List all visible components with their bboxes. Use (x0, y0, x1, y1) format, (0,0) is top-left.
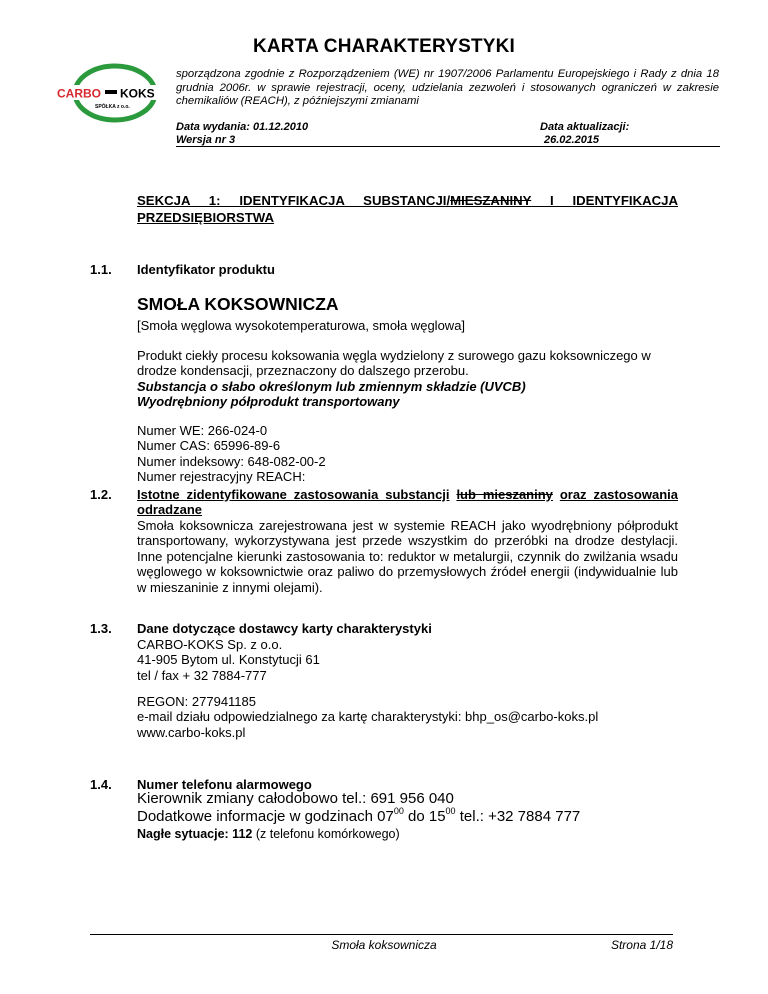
supplier-email: e-mail działu odpowiedzialnego za kartę charakterystyki: bhp_os@carbo-koks.pl (137, 709, 599, 725)
section-1-2-number: 1.2. (90, 487, 112, 502)
logo-word-right: KOKS (120, 86, 155, 101)
section-title-struck: MIESZANINY (450, 193, 532, 208)
footer-product-name: Smoła koksownicza (331, 938, 437, 952)
product-identifiers (137, 423, 678, 485)
info-sup-2: 00 (445, 806, 456, 816)
header-divider (176, 146, 720, 147)
emergency-number (137, 827, 400, 841)
product-name: SMOŁA KOKSOWNICZA (137, 294, 339, 314)
section-title-part1: SEKCJA 1: IDENTYFIKACJA SUBSTANCJI/ (137, 193, 451, 208)
version: Wersja nr 3 (176, 134, 236, 146)
section-title-part2: I IDENTYFIKACJA PRZEDSIĘBIORSTWA (137, 193, 678, 225)
supplier-phone: tel / fax + 32 7884-777 (137, 667, 267, 683)
document-title: KARTA CHARAKTERYSTYKI (252, 36, 516, 57)
reach-number: Numer rejestracyjny REACH: (137, 469, 306, 485)
info-suffix: tel.: +32 7884 777 (455, 808, 581, 825)
additional-info-phone (137, 808, 580, 825)
regulation-text: sporządzona zgodnie z Rozporządzeniem (WE) nr 1907/2006 Parlamentu Europejskiego i Rady z dnia 18 grudnia 2006r. w sprawie rejestracji, oceny, udzielania zezwoleń i stosowanych ograniczeń w zakresie chemikaliów (REACH), z późniejszymi zmianami (176, 68, 719, 108)
supplier-street: 41-905 Bytom ul. Konstytucji 61 (137, 652, 320, 668)
supplier-contact (137, 694, 678, 740)
section-1-4-heading: Numer telefonu alarmowego (137, 777, 312, 792)
intermediate-note: Wyodrębniony półprodukt transportowany (137, 394, 400, 410)
emergency-note: (z telefonu komórkowego) (252, 827, 400, 841)
supplier-company: CARBO-KOKS Sp. z o.o. (137, 637, 283, 652)
ec-number: Numer WE: 266-024-0 (137, 423, 268, 438)
update-info (540, 121, 629, 147)
section-1-4-number: 1.4. (90, 777, 112, 792)
logo-subtitle: SPÓŁKA z o.o. (95, 104, 130, 110)
section-1-2-heading (137, 487, 678, 518)
section-1-1-heading: Identyfikator produktu (137, 262, 275, 277)
s12-heading-struck: lub mieszaniny (456, 487, 553, 502)
footer-page-number: Strona 1/18 (610, 938, 673, 952)
footer-divider (90, 934, 673, 935)
section-1-2-body: Smoła koksownicza zarejestrowana jest w systemie REACH jako wyodrębniony półprodukt transportowany, wykorzystywana jest przede wszystkim do przeróbki na drodze destylacji. Inne potencjalne kierunki zastosowania to: reduktor w metalurgii, czynnik do zwilżania wsadu węglowego w koksownictwie oraz paliwo do przemysłowych źródeł energii (indywidualnie lub w mieszaninie z innymi olejami). (137, 518, 678, 595)
update-label: Data aktualizacji: (540, 121, 630, 133)
s12-heading-part1: Istotne zidentyfikowane zastosowania substancji (137, 487, 450, 502)
update-date: 26.02.2015 (544, 134, 600, 146)
info-sup-1: 00 (393, 806, 404, 816)
supplier-address (137, 637, 678, 683)
logo-word-left: CARBO (57, 86, 101, 101)
logo-dash (105, 90, 117, 94)
product-description (137, 348, 678, 410)
product-synonyms: [Smoła węglowa wysokotemperaturowa, smoła węglowa] (137, 318, 466, 333)
supplier-website: www.carbo-koks.pl (137, 724, 246, 740)
cas-number: Numer CAS: 65996-89-6 (137, 438, 281, 454)
supplier-regon: REGON: 277941185 (137, 694, 256, 709)
product-description-text: Produkt ciekły procesu koksowania węgla wydzielony z surowego gazu koksowniczego w drodze kondensacji, przeznaczony do dalszego przerobu. (137, 348, 651, 379)
section-1-3-number: 1.3. (90, 621, 112, 636)
emergency-label: Nagłe sytuacje: 112 (137, 827, 253, 841)
shift-manager-phone: Kierownik zmiany całodobowo tel.: 691 956 040 (137, 790, 454, 807)
info-prefix: Dodatkowe informacje w godzinach 07 (137, 808, 394, 825)
s12-heading-part2: oraz zastosowania odradzane (137, 487, 678, 518)
issue-date: Data wydania: 01.12.2010 (176, 121, 309, 133)
section-1-3-heading: Dane dotyczące dostawcy karty charakterystyki (137, 621, 432, 636)
carbo-koks-logo (54, 58, 172, 128)
index-number: Numer indeksowy: 648-082-00-2 (137, 453, 326, 469)
info-mid: do 15 (403, 808, 446, 825)
uvcb-note: Substancja o słabo określonym lub zmiennym składzie (UVCB) (137, 378, 526, 394)
issue-info (176, 121, 308, 147)
section-title (137, 192, 678, 226)
section-1-1-number: 1.1. (90, 262, 112, 277)
